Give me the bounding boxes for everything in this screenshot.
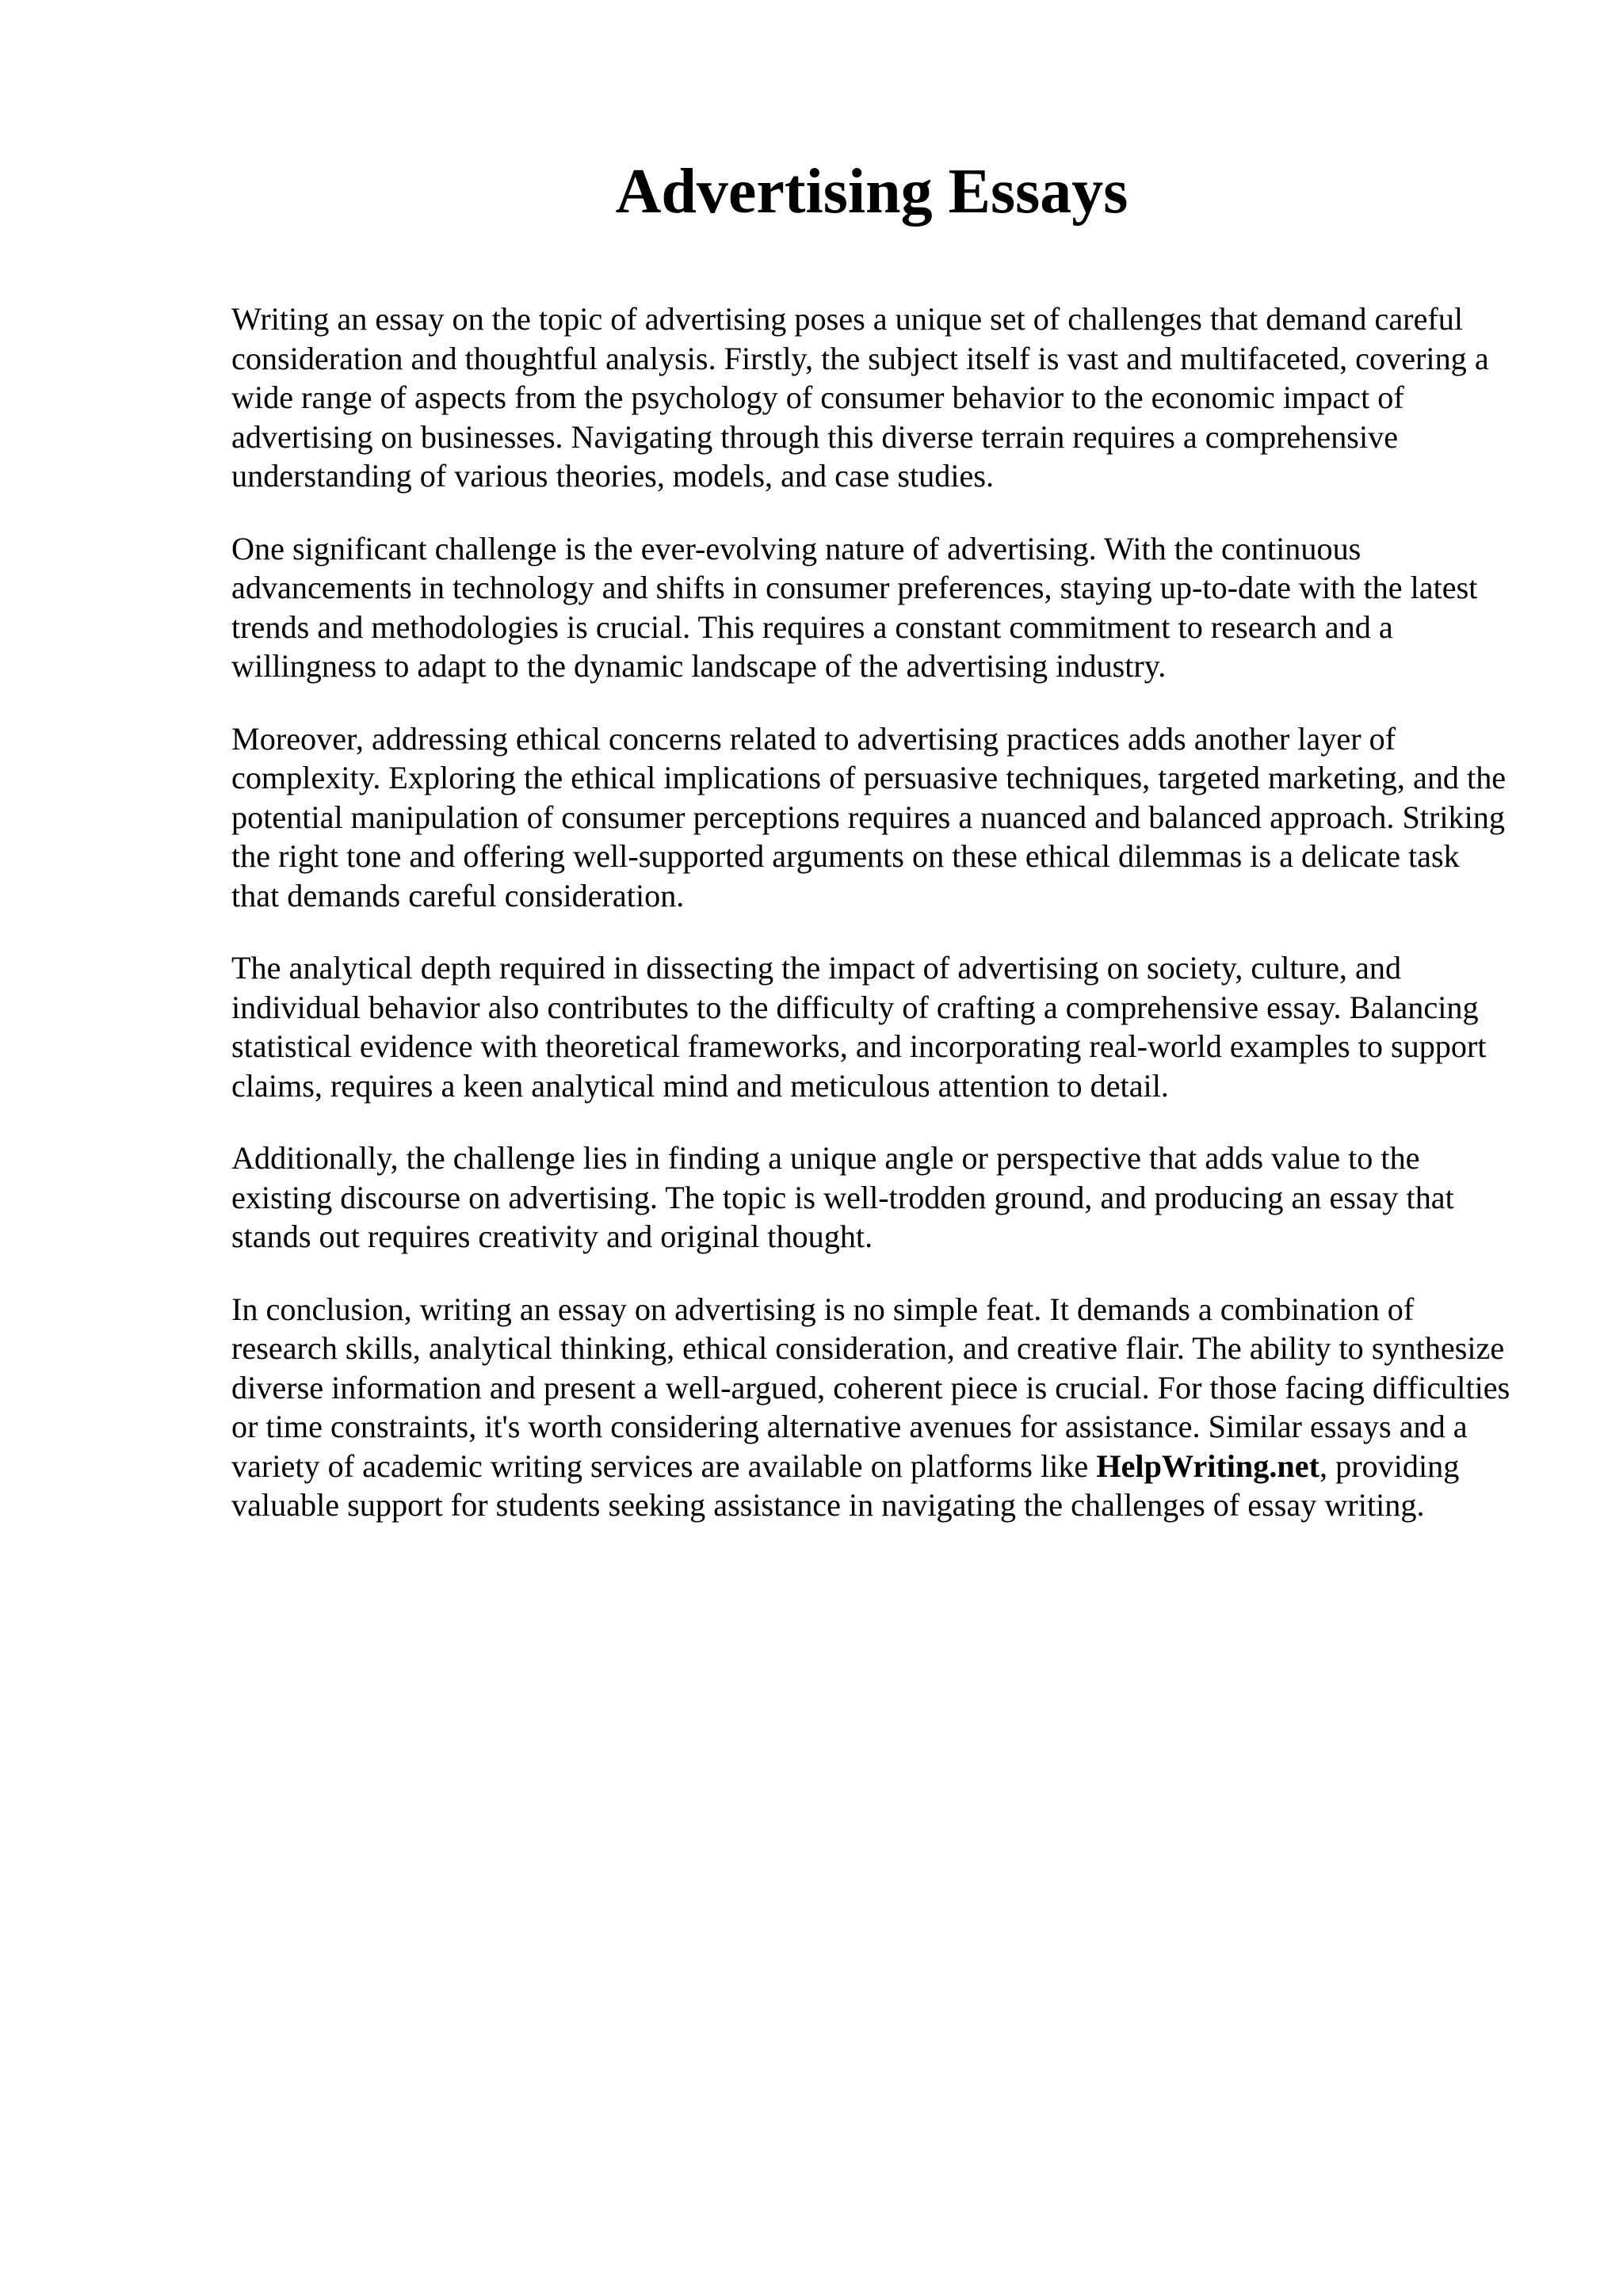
paragraph-conclusion	[231, 1290, 1515, 1525]
paragraph-2: One significant challenge is the ever-evolving nature of advertising. With the continuous advancements in technology and shifts in consumer preferences, staying up-to-date with the latest trends and methodologies is crucial. This requires a constant commitment to research and a willingness to adapt to the dynamic landscape of the advertising industry.	[231, 530, 1478, 684]
paragraph-3: Moreover, addressing ethical concerns related to advertising practices adds another layer of complexity. Exploring the ethical implications of persuasive techniques, targeted marketing, and the potential manipulation of consumer perceptions requires a nuanced and balanced approach. Striking the right tone and offering well-supported arguments on these ethical dilemmas is a delicate task that demands careful consideration.	[231, 720, 1507, 913]
paragraph-4: The analytical depth required in dissecting the impact of advertising on society, culture, and individual behavior also contributes to the difficulty of crafting a comprehensive essay. Balancing statistical evidence with theoretical frameworks, and incorporating real-world examples to support claims, requires a keen analytical mind and meticulous attention to detail.	[231, 950, 1487, 1104]
page-title: Advertising Essays	[615, 157, 1128, 227]
paragraph-5: Additionally, the challenge lies in finding a unique angle or perspective that adds value to the existing discourse on advertising. The topic is well-trodden ground, and producing an essay that stands out requires creativity and original thought.	[231, 1140, 1454, 1254]
paragraph-1: Writing an essay on the topic of advertising poses a unique set of challenges that demand careful consideration and thoughtful analysis. Firstly, the subject itself is vast and multifaceted, covering a wide range of aspects from the psychology of consumer behavior to the economic impact of advertising on businesses. Navigating through this diverse terrain requires a comprehensive understanding of various theories, models, and case studies.	[231, 301, 1489, 494]
essay-body	[231, 299, 1515, 1558]
brand-name: HelpWriting.net	[1096, 1447, 1319, 1484]
conclusion-text-start: In conclusion, writing an essay on advertising is no simple feat. It demands a combination of research skills, analytical thinking, ethical consideration, and creative flair. The ability to synthesize diverse information and present a well-argued, coherent piece is crucial. For those facing difficulties or time constraints, it's worth considering alternative avenues for assistance. Similar essays and a variety of academic writing services are available on platforms like	[231, 1291, 1510, 1484]
conclusion-text-end: , providing valuable support for students seeking assistance in navigating the challenges of essay writing.	[231, 1447, 1460, 1523]
